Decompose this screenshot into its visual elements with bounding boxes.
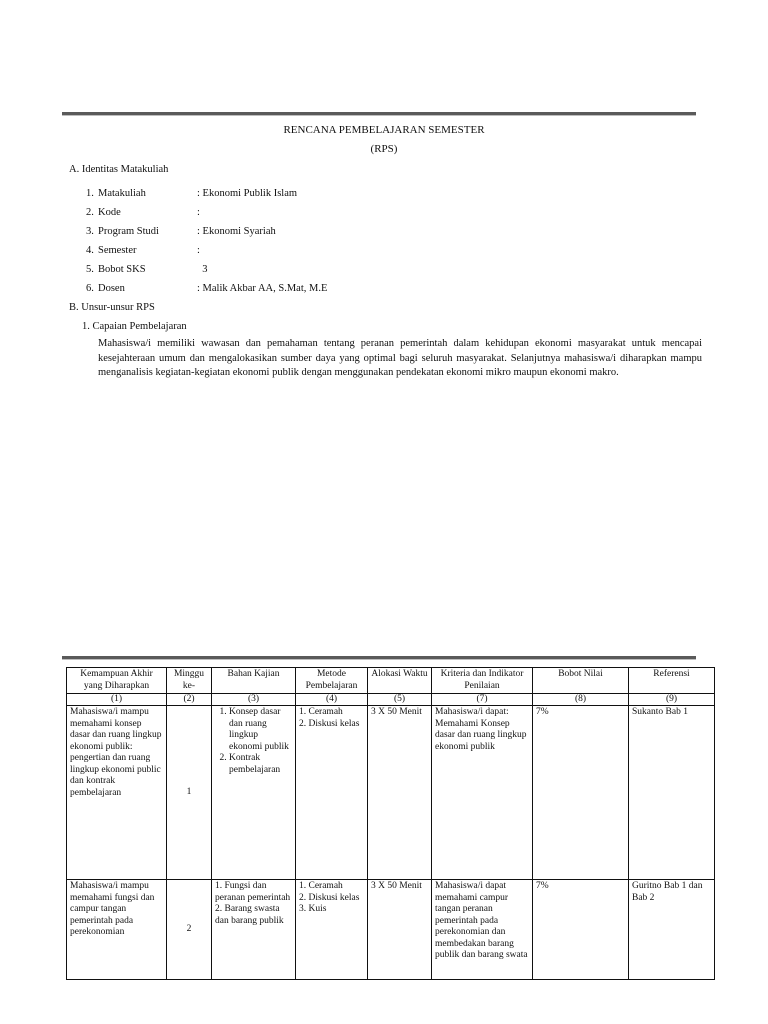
identity-num: 2. [86, 207, 94, 218]
cell-kriteria: Mahasiswa/i dapat memahami campur tangan peranan pemerintah pada perekonomian dan membedakan barang publik dan barang swata [432, 880, 533, 980]
column-number: (2) [167, 694, 212, 706]
identity-label: Dosen [98, 283, 125, 294]
cell-kemampuan: Mahasiswa/i mampu memahami fungsi dan campur tangan pemerintah pada perekonomian [67, 880, 167, 980]
cell-bobot: 7% [533, 880, 629, 980]
header-metode: Metode Pembelajaran [296, 668, 368, 694]
identity-row-bobot-sks [86, 263, 208, 276]
metode-item: 1. Ceramah [299, 707, 343, 717]
identity-value: : Malik Akbar AA, S.Mat, M.E [197, 283, 328, 294]
identity-value: : [197, 245, 200, 256]
column-number-row [67, 694, 715, 706]
cell-metode [296, 880, 368, 980]
second-page-rule [62, 656, 696, 659]
identity-row-kode [86, 206, 200, 219]
header-alokasi: Alokasi Waktu [368, 668, 432, 694]
identity-row-semester [86, 244, 200, 257]
bahan-item: 1. Fungsi dan peranan pemerintah [215, 881, 291, 903]
header-kriteria: Kriteria dan Indikator Penilaian [432, 668, 533, 694]
metode-item: 1. Ceramah [299, 881, 343, 891]
capaian-paragraph: Mahasiswa/i memiliki wawasan dan pemahaman tentang peranan pemerintah dalam kehidupan ekonomi masyarakat untuk mencapai kesejahteraan umum dan mengalokasikan sumber daya yang optimal bagi seluruh masyarakat. Selanjutnya mahasiswa/i diharapkan mampu menganalisis kegiatan-kegiatan ekonomi publik dengan menggunakan pendekatan ekonomi mikro maupun ekonomi makro. [98, 338, 702, 378]
cell-bahan-kajian [212, 706, 296, 880]
identity-num: 1. [86, 188, 94, 199]
identity-value: : Ekonomi Syariah [197, 226, 276, 237]
metode-item: 3. Kuis [299, 904, 327, 914]
bahan-item: 2. Barang swasta dan barang publik [215, 904, 284, 926]
column-number: (3) [212, 694, 296, 706]
identity-value: 3 [197, 264, 208, 275]
cell-kemampuan: Mahasiswa/i mampu memahami konsep dasar dan ruang lingkup ekonomi publik: pengertian dan ruang lingkup ekonomi public dan kontrak pembelajaran [67, 706, 167, 880]
document-title: RENCANA PEMBELAJARAN SEMESTER [283, 124, 485, 136]
cell-bobot: 7% [533, 706, 629, 880]
cell-bahan-kajian [212, 880, 296, 980]
column-number: (5) [368, 694, 432, 706]
cell-minggu: 2 [167, 880, 212, 980]
cell-alokasi: 3 X 50 Menit [368, 706, 432, 880]
document-subtitle: (RPS) [370, 143, 398, 155]
identity-label: Kode [98, 207, 121, 218]
cell-kriteria: Mahasiswa/i dapat: Memahami Konsep dasar dan ruang lingkup ekonomi publik [432, 706, 533, 880]
identity-row-program-studi [86, 225, 276, 238]
identity-row-dosen [86, 282, 328, 295]
table-row [67, 706, 715, 880]
identity-value: : [197, 207, 200, 218]
header-referensi: Referensi [629, 668, 715, 694]
rps-table [66, 667, 715, 980]
column-number: (4) [296, 694, 368, 706]
column-number: (1) [67, 694, 167, 706]
capaian-heading: 1. Capaian Pembelajaran [82, 321, 187, 332]
metode-item: 2. Diskusi kelas [299, 718, 360, 729]
identity-label: Program Studi [98, 226, 159, 237]
section-a-heading: A. Identitas Matakuliah [69, 164, 169, 175]
header-bobot: Bobot Nilai [533, 668, 629, 694]
table-header-row [67, 668, 715, 694]
identity-num: 4. [86, 245, 94, 256]
header-kemampuan: Kemampuan Akhir yang Diharapkan [67, 668, 167, 694]
header-bahan-kajian: Bahan Kajian [212, 668, 296, 694]
metode-item: 2. Diskusi kelas [299, 892, 360, 903]
identity-num: 6. [86, 283, 94, 294]
cell-alokasi: 3 X 50 Menit [368, 880, 432, 980]
column-number: (7) [432, 694, 533, 706]
identity-label: Matakuliah [98, 188, 146, 199]
column-number: (9) [629, 694, 715, 706]
cell-minggu: 1 [167, 706, 212, 880]
identity-label: Bobot SKS [98, 264, 146, 275]
cell-referensi: Guritno Bab 1 dan Bab 2 [629, 880, 715, 980]
identity-num: 5. [86, 264, 94, 275]
identity-num: 3. [86, 226, 94, 237]
bahan-item: 1. Konsep dasar dan ruang lingkup ekonomi publik [229, 707, 292, 753]
identity-label: Semester [98, 245, 137, 256]
bahan-item: 2. Kontrak pembelajaran [229, 753, 292, 776]
cell-metode [296, 706, 368, 880]
identity-value: : Ekonomi Publik Islam [197, 188, 298, 199]
identity-row-matakuliah [86, 187, 298, 200]
table-row [67, 880, 715, 980]
top-rule [62, 112, 696, 115]
header-minggu: Minggu ke- [167, 668, 212, 694]
section-b-heading: B. Unsur-unsur RPS [69, 302, 155, 313]
cell-referensi: Sukanto Bab 1 [629, 706, 715, 880]
column-number: (8) [533, 694, 629, 706]
